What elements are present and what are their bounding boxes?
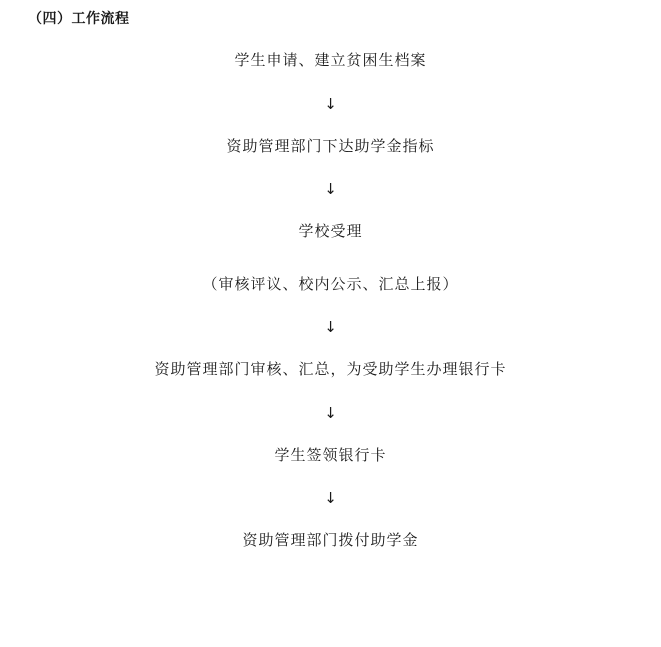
- flow-step-3: [202, 221, 458, 296]
- flow-step-4: [154, 359, 506, 382]
- workflow-flowchart: [0, 50, 661, 553]
- flow-step-3-sublabel: （审核评议、校内公示、汇总上报）: [202, 276, 459, 293]
- flow-step-3-label: 学校受理: [298, 224, 363, 240]
- flow-step-4-label: 资助管理部门审核、汇总，为受助学生办理银行卡: [154, 362, 507, 378]
- arrow-down-icon-2: ↓: [324, 180, 337, 198]
- arrow-down-icon-4: ↓: [324, 403, 337, 422]
- flow-step-5-label: 学生签领银行卡: [274, 447, 387, 464]
- flow-step-5: [274, 445, 386, 468]
- flow-step-2: [226, 136, 434, 159]
- arrow-down-icon-1: ↓: [324, 94, 337, 113]
- arrow-down-icon-3: ↓: [324, 318, 337, 336]
- section-heading: （四）工作流程: [28, 12, 130, 27]
- flow-step-6: [242, 530, 418, 553]
- flow-step-1: [234, 50, 426, 73]
- flow-step-2-label: 资助管理部门下达助学金指标: [226, 138, 435, 155]
- arrow-down-icon-5: ↓: [324, 489, 337, 507]
- flow-step-6-label: 资助管理部门拨付助学金: [242, 533, 419, 549]
- flow-step-1-label: 学生申请、建立贫困生档案: [234, 53, 427, 69]
